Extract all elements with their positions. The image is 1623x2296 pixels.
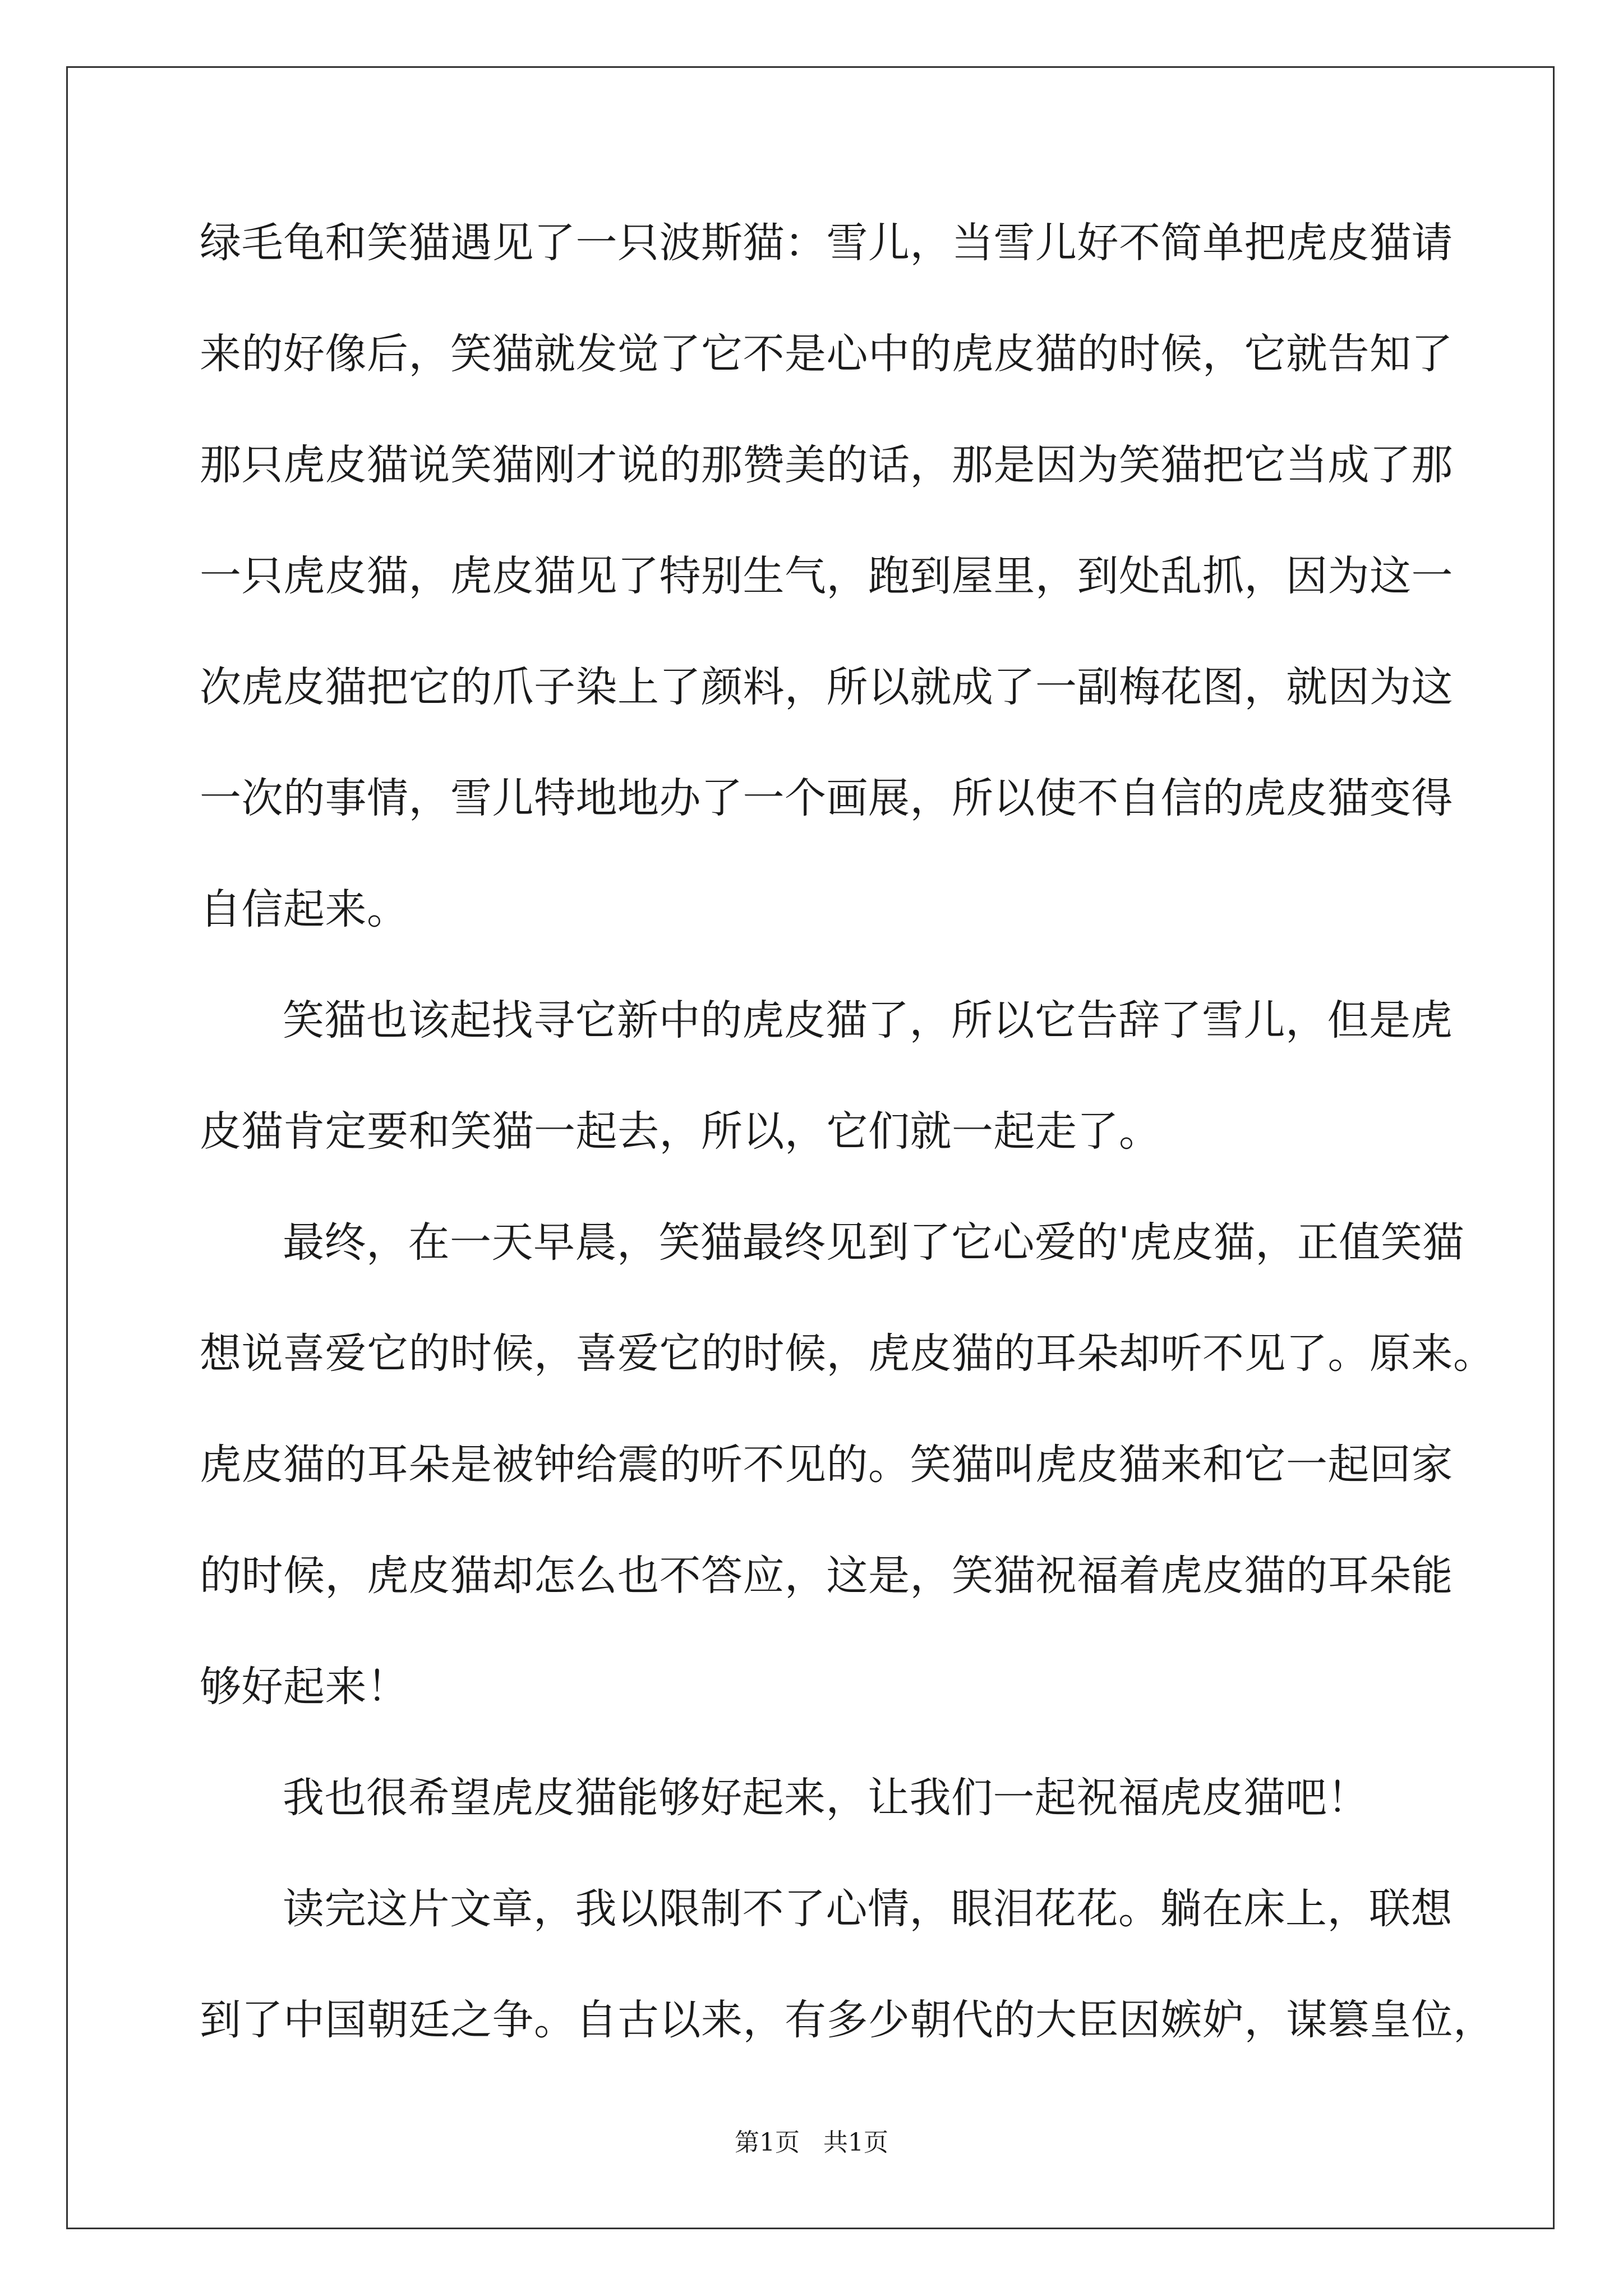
text-line: 绿毛龟和笑猫遇见了一只波斯猫：雪儿，当雪儿好不简单把虎皮猫请 [200, 219, 1453, 267]
text-line: 想说喜爱它的时候，喜爱它的时候，虎皮猫的耳朵却听不见了。原来。 [200, 1329, 1495, 1378]
text-line: 一只虎皮猫，虎皮猫见了特别生气，跑到屋里，到处乱抓，因为这一 [200, 552, 1453, 600]
text-line: 到了中国朝廷之争。自古以来，有多少朝代的大臣因嫉妒，谋篡皇位， [200, 1996, 1495, 2044]
page-number-footer: 第1页 共1页 [735, 2128, 888, 2157]
text-line: 次虎皮猫把它的爪子染上了颜料，所以就成了一副梅花图，就因为这 [200, 663, 1453, 711]
text-line: 的时候，虎皮猫却怎么也不答应，这是，笑猫祝福着虎皮猫的耳朵能 [200, 1552, 1453, 1600]
paragraph-start-line: 读完这片文章，我以限制不了心情，眼泪花花。躺在床上，联想 [283, 1885, 1453, 1933]
paragraph-start-line: 我也很希望虎皮猫能够好起来，让我们一起祝福虎皮猫吧！ [283, 1774, 1369, 1822]
paragraph-start-line: 最终，在一天早晨，笑猫最终见到了它心爱的'虎皮猫，正值笑猫 [283, 1218, 1464, 1267]
text-line: 那只虎皮猫说笑猫刚才说的那赞美的话，那是因为笑猫把它当成了那 [200, 441, 1453, 489]
text-line: 皮猫肯定要和笑猫一起去，所以，它们就一起走了。 [200, 1107, 1161, 1156]
text-line: 来的好像后，笑猫就发觉了它不是心中的虎皮猫的时候，它就告知了 [200, 330, 1453, 378]
text-line: 够好起来！ [200, 1663, 409, 1711]
text-line: 自信起来。 [200, 885, 409, 933]
paragraph-start-line: 笑猫也该起找寻它新中的虎皮猫了，所以它告辞了雪儿，但是虎 [283, 996, 1453, 1045]
text-line: 一次的事情，雪儿特地地办了一个画展，所以使不自信的虎皮猫变得 [200, 774, 1453, 822]
text-line: 虎皮猫的耳朵是被钟给震的听不见的。笑猫叫虎皮猫来和它一起回家 [200, 1441, 1453, 1489]
